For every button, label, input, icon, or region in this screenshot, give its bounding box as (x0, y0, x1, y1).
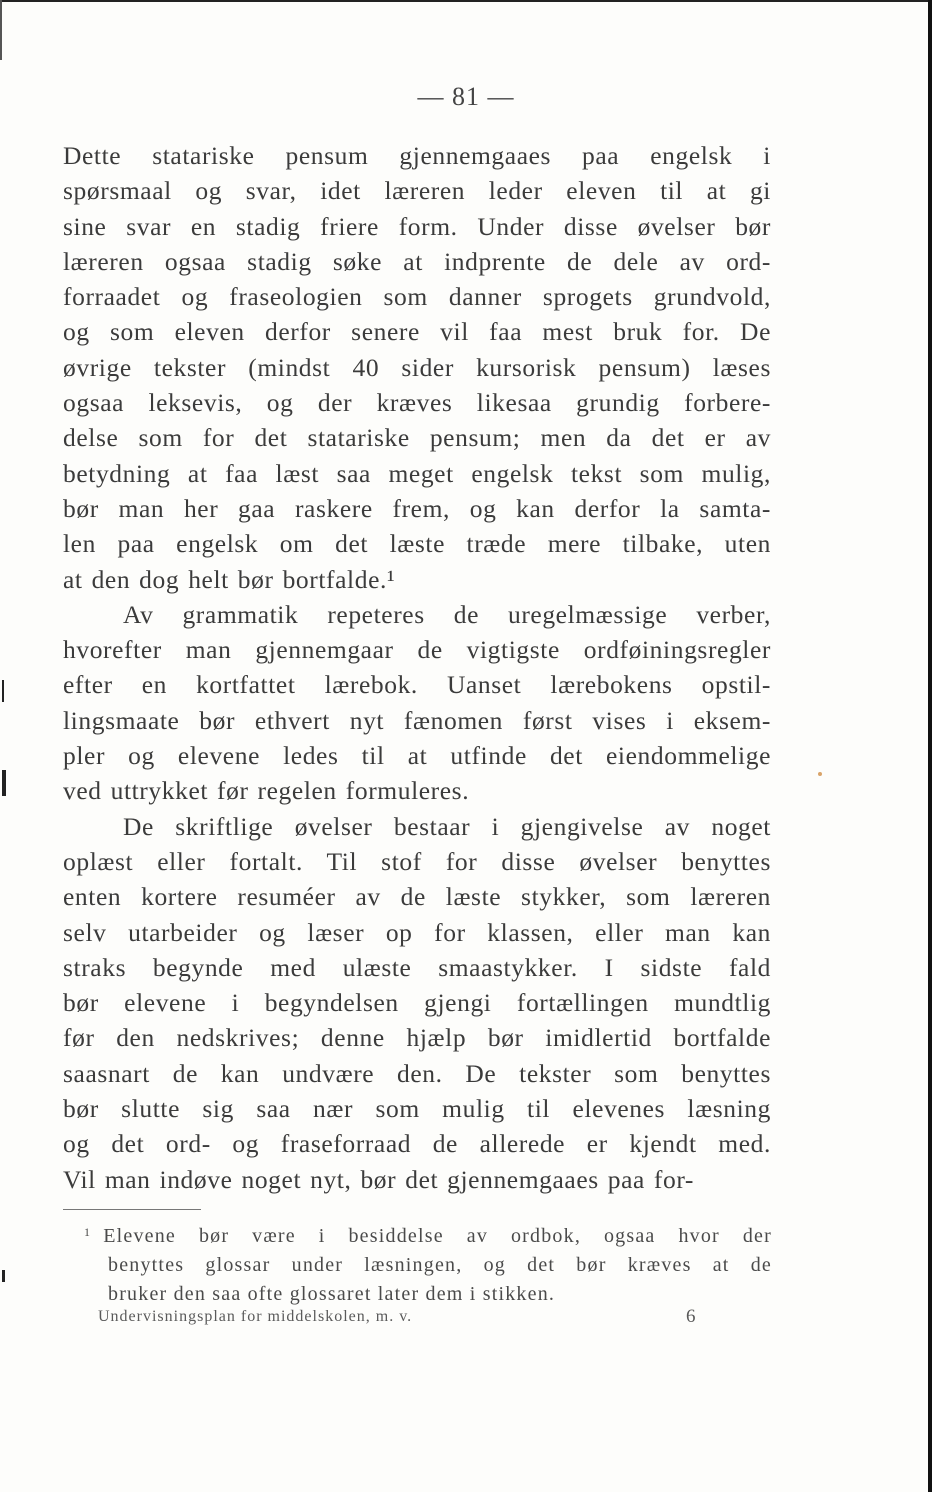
scan-edge-left (0, 0, 2, 60)
text-line: og det ord- og fraseforraad de allerede er kjendt med. (63, 1129, 771, 1159)
margin-mark (2, 680, 4, 702)
footnote-line-text: Elevene bør være i besiddelse av ordbok, ogsaa hvor der (103, 1225, 772, 1247)
text-line: at den dog helt bør bortfalde.¹ (63, 564, 396, 594)
text-line: forraadet og fraseologien som danner sprogets grundvold, (63, 282, 771, 312)
text-line: lingsmaate bør ethvert nyt fænomen først vises i eksem- (63, 705, 771, 735)
text-line: bør slutte sig saa nær som mulig til elevenes læsning (63, 1094, 771, 1124)
text-line: bør elevene i begyndelsen gjengi fortællingen mundtlig (63, 988, 771, 1018)
text-line: straks begynde med ulæste smaastykker. I sidste fald (63, 952, 771, 982)
text-line: De skriftlige øvelser bestaar i gjengivelse av noget (123, 811, 771, 841)
text-line: len paa engelsk om det læste træde mere tilbake, uten (63, 529, 771, 559)
text-line: bør man her gaa raskere frem, og kan derfor la samta- (63, 493, 771, 523)
text-line: ogsaa leksevis, og der kræves likesaa grundig forbere- (63, 388, 771, 418)
text-line: Dette statariske pensum gjennemgaaes paa engelsk i (63, 141, 771, 170)
margin-mark (2, 1270, 5, 1282)
scan-edge-right (928, 0, 932, 1492)
page-number: — 81 — (417, 82, 515, 111)
scan-edge-top (0, 0, 932, 2)
text-line: pler og elevene ledes til at utfinde det eiendommelige (63, 741, 771, 771)
text-line: øvrige tekster (mindst 40 sider kursorisk pensum) læses (63, 352, 771, 382)
text-line: før den nedskrives; denne hjælp bør imidlertid bortfalde (63, 1023, 771, 1053)
text-line: betydning at faa læst saa meget engelsk tekst som mulig, (63, 458, 771, 488)
footnote-rule (63, 1209, 201, 1210)
text-line: og som eleven derfor senere vil faa mest bruk for. De (63, 317, 771, 347)
margin-dot (818, 772, 822, 776)
text-line: enten kortere resuméer av de læste stykker, som læreren (63, 882, 771, 912)
footnote-line: benyttes glossar under læsningen, og det bør kræves at de (108, 1254, 772, 1276)
text-line: selv utarbeider og læser op for klassen, eller man kan (63, 917, 771, 947)
margin-mark (2, 770, 6, 796)
footnote-mark: 1 (84, 1225, 92, 1239)
footnote (84, 1222, 772, 1309)
body-text (63, 138, 771, 1197)
signature-row (98, 1308, 698, 1334)
text-line: oplæst eller fortalt. Til stof for disse øvelser benyttes (63, 846, 771, 876)
text-line: ved uttrykket før regelen formuleres. (63, 776, 470, 806)
signature-mark: 6 (686, 1306, 697, 1327)
text-line: spørsmaal og svar, idet læreren leder eleven til at gi (63, 176, 771, 206)
text-line: Av grammatik repeteres de uregelmæssige verber, (123, 599, 771, 629)
text-line: Vil man indøve noget nyt, bør det gjennemgaaes paa for- (63, 1164, 695, 1194)
signature-text: Undervisningsplan for middelskolen, m. v. (98, 1308, 413, 1325)
text-line: efter en kortfattet lærebok. Uanset lærebokens opstil- (63, 670, 771, 700)
text-line: sine svar en stadig friere form. Under disse øvelser bør (63, 211, 771, 241)
footnote-line (84, 1222, 772, 1251)
text-line: delse som for det statariske pensum; men da det er av (63, 423, 771, 453)
text-line: hvorefter man gjennemgaar de vigtigste ordføiningsregler (63, 635, 771, 665)
text-line: saasnart de kan undvære den. De tekster som benyttes (63, 1058, 771, 1088)
text-line: læreren ogsaa stadig søke at indprente de dele av ord- (63, 246, 771, 276)
footnote-line: bruker den saa ofte glossaret later dem i stikken. (108, 1283, 556, 1305)
